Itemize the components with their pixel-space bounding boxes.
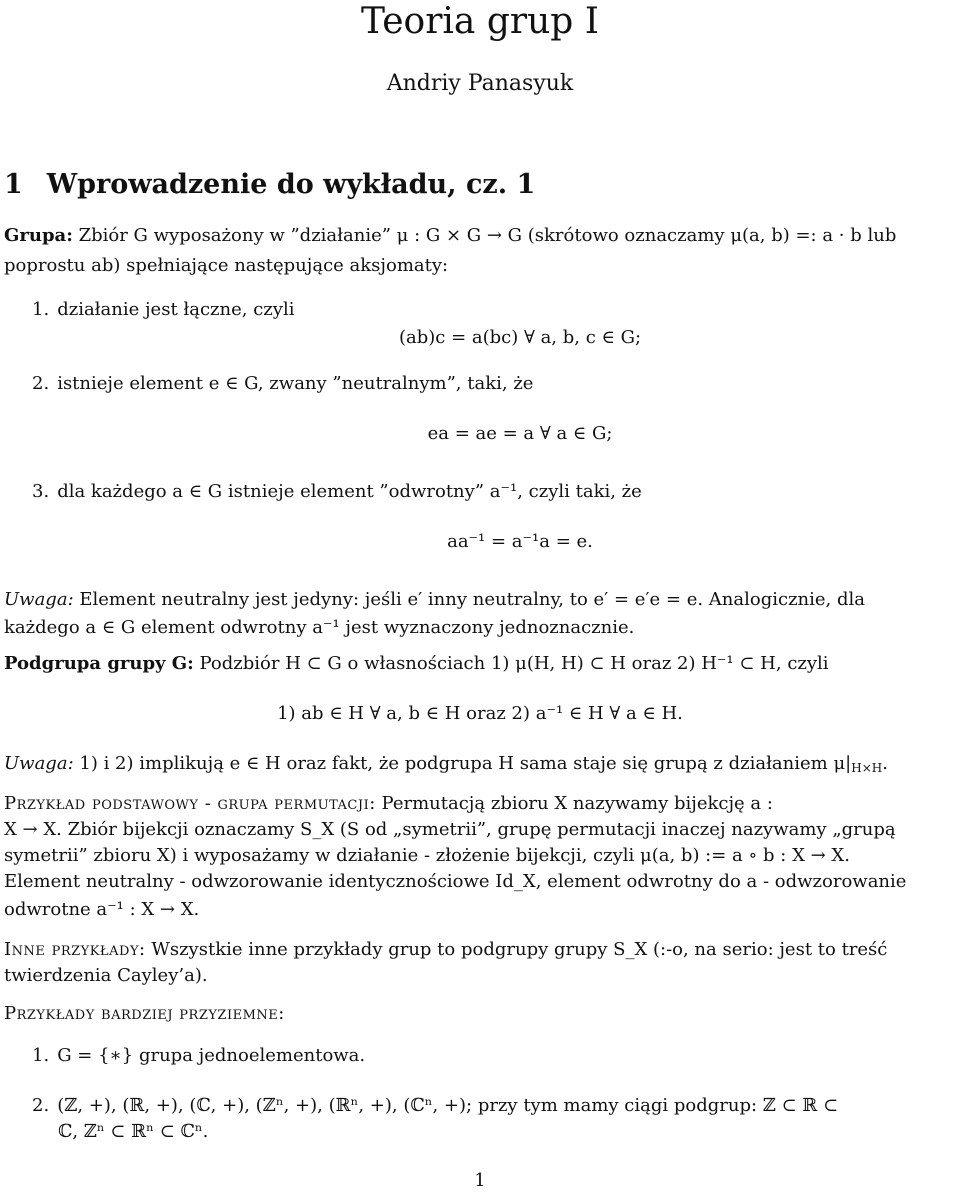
remark-term: Uwaga:	[4, 753, 74, 774]
example-basic-line-2: X → X. Zbiór bijekcji oznaczamy S_X (S od „symetrii”, grupę permutacji inaczej nazywamy „grupą	[4, 819, 896, 840]
example-basic-term: Przykład podstawowy - grupa permutacji:	[4, 793, 376, 814]
item-text: (ℤ, +), (ℝ, +), (ℂ, +), (ℤⁿ, +), (ℝⁿ, +), (ℂⁿ, +); przy tym mamy ciągi podgrup: ℤ ⊂ ℝ ⊂	[57, 1095, 839, 1116]
group-definition-text: Zbiór G wyposażony w ”działanie” μ : G × G → G (skrótowo oznaczamy μ(a, b) =: a · b lub	[78, 225, 897, 246]
example-other-term: Inne przykłady:	[4, 939, 146, 960]
example-basic-line-1	[4, 792, 773, 816]
item-number: 2.	[32, 1095, 50, 1116]
remark-1-line-2: każdego a ∈ G element odwrotny a⁻¹ jest wyznaczony jednoznacznie.	[4, 617, 635, 638]
example-basic-line-5: odwrotne a⁻¹ : X → X.	[4, 899, 200, 920]
concrete-example-1	[32, 1044, 365, 1068]
document-title: Teoria grup I	[361, 1, 599, 42]
subgroup-term: Podgrupa grupy G:	[4, 653, 194, 674]
remark-1-line-1	[4, 588, 865, 612]
example-other-line-1	[4, 938, 887, 962]
author-name: Andriy Panasyuk	[386, 71, 574, 96]
group-definition-line-2: poprostu ab) spełniające następujące aksjomaty:	[4, 255, 449, 276]
item-number: 1.	[32, 1045, 50, 1066]
remark-term: Uwaga:	[4, 589, 74, 610]
axiom-2-formula: ea = ae = a ∀ a ∈ G;	[427, 423, 613, 444]
remark-2-text: 1) i 2) implikują e ∈ H oraz fakt, że podgrupa H sama staje się grupą z działaniem μ|	[79, 753, 852, 774]
subgroup-definition-line	[4, 652, 829, 676]
subgroup-formula: 1) ab ∈ H ∀ a, b ∈ H oraz 2) a⁻¹ ∈ H ∀ a ∈ H.	[277, 703, 683, 724]
examples-concrete-heading	[4, 1002, 285, 1026]
subgroup-definition-text: Podzbiór H ⊂ G o własnościach 1) μ(H, H) ⊂ H oraz 2) H⁻¹ ⊂ H, czyli	[199, 653, 829, 674]
concrete-example-2-continuation: ℂ, ℤⁿ ⊂ ℝⁿ ⊂ ℂⁿ.	[58, 1121, 209, 1142]
axiom-1-formula: (ab)c = a(bc) ∀ a, b, c ∈ G;	[398, 327, 642, 348]
axiom-text: istnieje element e ∈ G, zwany ”neutralnym”, taki, że	[57, 373, 534, 394]
axiom-number: 2.	[32, 373, 50, 394]
example-other-text: Wszystkie inne przykłady grup to podgrupy grupy S_X (:-o, na serio: jest to treść	[151, 939, 888, 960]
remark-1-text: Element neutralny jest jedyny: jeśli e′ inny neutralny, to e′ = e′e = e. Analogicznie, dla	[79, 589, 866, 610]
group-term: Grupa:	[4, 225, 73, 246]
item-text: G = {∗} grupa jednoelementowa.	[57, 1045, 366, 1066]
example-basic-text: Permutacją zbioru X nazywamy bijekcję a :	[381, 793, 773, 814]
page-number: 1	[474, 1170, 486, 1191]
axiom-2	[32, 372, 533, 396]
section-heading	[4, 168, 535, 202]
axiom-number: 1.	[32, 299, 50, 320]
example-basic-line-4: Element neutralny - odwzorowanie identycznościowe Id_X, element odwrotny do a - odwzorowanie	[4, 871, 907, 892]
group-definition-line-1	[4, 224, 896, 248]
axiom-text: działanie jest łączne, czyli	[57, 299, 295, 320]
restriction-subscript: H×H	[851, 761, 883, 775]
section-number: 1	[4, 169, 23, 200]
axiom-3-formula: aa⁻¹ = a⁻¹a = e.	[447, 531, 593, 552]
axiom-number: 3.	[32, 481, 50, 502]
axiom-3	[32, 480, 642, 504]
axiom-1	[32, 298, 294, 322]
example-basic-line-3: symetrii” zbioru X) i wyposażamy w działanie - złożenie bijekcji, czyli μ(a, b) := a ∘ b : X → X.	[4, 845, 850, 866]
examples-concrete-term: Przykłady bardziej przyziemne:	[4, 1003, 285, 1024]
remark-2-end: .	[882, 753, 888, 774]
concrete-example-2	[32, 1094, 838, 1118]
section-title: Wprowadzenie do wykładu, cz. 1	[46, 169, 536, 200]
axiom-text: dla każdego a ∈ G istnieje element ”odwrotny” a⁻¹, czyli taki, że	[57, 481, 642, 502]
remark-2-line	[4, 752, 888, 780]
example-other-line-2: twierdzenia Cayley’a).	[4, 965, 208, 986]
